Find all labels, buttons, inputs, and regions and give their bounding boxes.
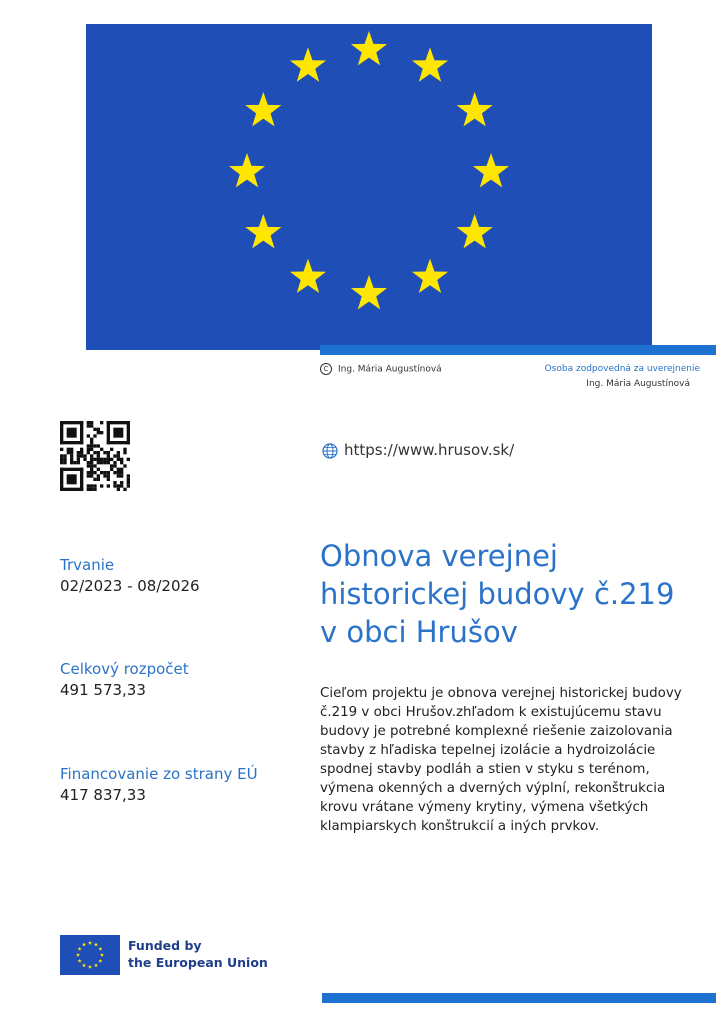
eu-emblem-stars bbox=[60, 935, 120, 975]
mini-star-5 bbox=[98, 959, 102, 963]
eu-flag-stars bbox=[86, 24, 652, 350]
flag-star-9 bbox=[245, 214, 281, 248]
copyright-icon: C bbox=[320, 363, 332, 375]
eu-emblem-small bbox=[60, 935, 120, 975]
responsible-person-label: Osoba zodpovedná za uverejnenie bbox=[544, 364, 700, 374]
eu-funding-value: 417 837,33 bbox=[60, 786, 146, 804]
mini-star-11 bbox=[78, 947, 82, 951]
duration-value: 02/2023 - 08/2026 bbox=[60, 577, 200, 595]
website-link[interactable] bbox=[322, 441, 514, 459]
responsible-person-name: Ing. Mária Augustínová bbox=[586, 379, 690, 389]
flag-star-4 bbox=[473, 153, 509, 187]
flag-star-5 bbox=[457, 214, 493, 248]
flag-star-7 bbox=[351, 275, 387, 309]
flag-star-12 bbox=[290, 47, 326, 81]
website-url[interactable]: https://www.hrusov.sk/ bbox=[344, 441, 515, 459]
photo-credit bbox=[320, 363, 442, 375]
budget-value: 491 573,33 bbox=[60, 681, 146, 699]
flag-star-3 bbox=[457, 92, 493, 126]
mini-star-7 bbox=[88, 965, 92, 969]
eu-flag bbox=[86, 24, 652, 350]
photo-credit-name: Ing. Mária Augustínová bbox=[338, 364, 442, 375]
flag-star-11 bbox=[245, 92, 281, 126]
funded-line-1: Funded by bbox=[128, 938, 202, 953]
mini-star-1 bbox=[88, 941, 92, 945]
top-accent-bar bbox=[320, 345, 716, 355]
budget-label: Celkový rozpočet bbox=[60, 660, 189, 678]
mini-star-9 bbox=[78, 959, 82, 963]
flag-star-10 bbox=[229, 153, 265, 187]
flag-star-6 bbox=[412, 259, 448, 293]
project-title: Obnova verejnej historickej budovy č.219 v obci Hrušov bbox=[320, 539, 675, 649]
mini-star-8 bbox=[82, 963, 86, 967]
eu-funding-label: Financovanie zo strany EÚ bbox=[60, 765, 258, 783]
qr-code[interactable] bbox=[60, 421, 130, 491]
flag-star-1 bbox=[351, 31, 387, 65]
bottom-accent-bar bbox=[322, 993, 716, 1003]
mini-star-6 bbox=[94, 963, 98, 967]
flag-star-8 bbox=[290, 259, 326, 293]
globe-icon bbox=[322, 443, 338, 459]
project-description: Cieľom projektu je obnova verejnej historickej budovy č.219 v obci Hrušov.zhľadom k existujúcemu stavu budovy je potrebné komplexné riešenie zaizolovania stavby z hľadiska tepelnej izolácie a hydroizolácie spodnej stavby podláh a stien v styku s terénom, výmena okenných a dverných výplní, rekonštrukcia krovu vrátane výmeny krytiny, výmena všetkých klampiarskych konštrukcií a iných prvkov. bbox=[320, 686, 682, 834]
mini-star-2 bbox=[94, 942, 98, 946]
flag-star-2 bbox=[412, 47, 448, 81]
duration-label: Trvanie bbox=[60, 556, 115, 574]
mini-star-4 bbox=[100, 953, 104, 957]
funded-line-2: the European Union bbox=[128, 955, 268, 970]
mini-star-10 bbox=[76, 953, 80, 957]
mini-star-12 bbox=[82, 942, 86, 946]
mini-star-3 bbox=[98, 947, 102, 951]
funded-by-eu-text bbox=[128, 937, 268, 971]
